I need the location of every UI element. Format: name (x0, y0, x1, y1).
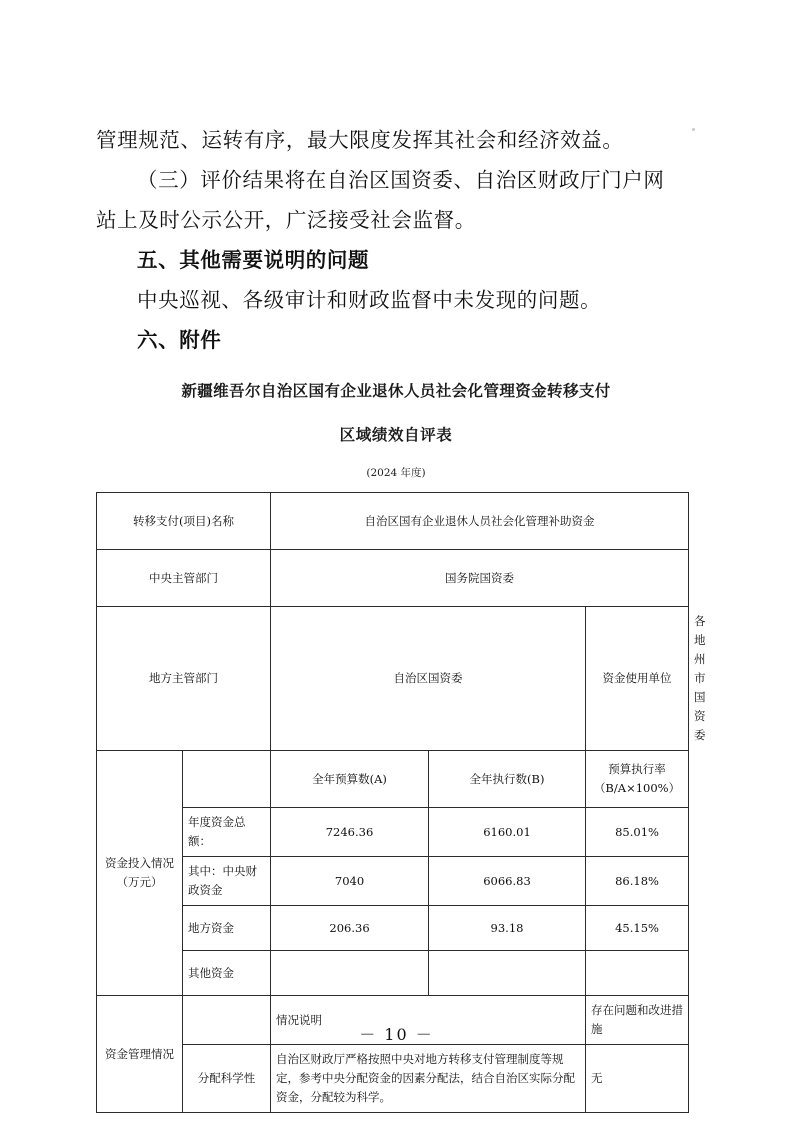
cell-transfer-payment-value: 自治区国有企业退休人员社会化管理补助资金 (271, 493, 689, 550)
cell-row-rate-2: 45.15% (586, 906, 689, 951)
attachment-subtitle: 区域绩效自评表 (339, 425, 453, 444)
cell-row-label-2: 地方资金 (183, 906, 271, 951)
paragraph-2: （三）评价结果将在自治区国资委、自治区财政厅门户网 (137, 168, 665, 192)
cell-existing-problems-label: 存在问题和改进措施 (586, 996, 689, 1045)
heading-section-six: 六、附件 (137, 328, 222, 352)
table-row (97, 550, 689, 607)
cell-fund-unit-label: 资金使用单位 (586, 607, 689, 751)
table-row: 地方主管部门 自治区国资委 资金使用单位 各地州市国资委 (97, 607, 689, 751)
cell-fund-manage-label: 资金管理情况 (97, 996, 183, 1113)
cell-transfer-payment-label: 转移支付(项目)名称 (97, 493, 271, 550)
table-row (97, 808, 689, 857)
cell-row-label-3: 其他资金 (183, 951, 271, 996)
cell-central-dept-label: 中央主管部门 (97, 550, 271, 607)
cell-row-actual-0: 6160.01 (429, 808, 586, 857)
table-row (97, 1045, 689, 1113)
cell-local-dept-value: 自治区国资委 (271, 607, 586, 751)
attachment-year: (2024 年度) (366, 467, 426, 479)
cell-blank-corner (183, 751, 271, 808)
cell-central-dept-value: 国务院国资委 (271, 550, 689, 607)
cell-row-actual-3 (429, 951, 586, 996)
cell-row-budget-2: 206.36 (271, 906, 429, 951)
cell-row-rate-3 (586, 951, 689, 996)
cell-local-dept-label: 地方主管部门 (97, 607, 271, 751)
cell-situation-note-label: 情况说明 (271, 996, 586, 1045)
paragraph-section-five: 中央巡视、各级审计和财政监督中未发现的问题。 (137, 288, 602, 312)
table-row (97, 857, 689, 906)
cell-row-rate-1: 86.18% (586, 857, 689, 906)
cell-row-budget-3 (271, 951, 429, 996)
document-body (96, 120, 706, 1113)
table-row (97, 906, 689, 951)
cell-row-budget-1: 7040 (271, 857, 429, 906)
cell-row-actual-1: 6066.83 (429, 857, 586, 906)
cell-row-rate-0: 85.01% (586, 808, 689, 857)
cell-fund-input-label: 资金投入情况（万元） (97, 751, 183, 996)
cell-col-rate: 预算执行率（B/A×100%） (586, 751, 689, 808)
table-row (97, 951, 689, 996)
table-row (97, 751, 689, 808)
paragraph-3: 站上及时公示公开，广泛接受社会监督。 (96, 208, 476, 232)
performance-self-evaluation-table (96, 492, 706, 1113)
cell-row-actual-2: 93.18 (429, 906, 586, 951)
cell-row-label-1: 其中：中央财政资金 (183, 857, 271, 906)
cell-row-budget-0: 7246.36 (271, 808, 429, 857)
table-row (97, 493, 689, 550)
attachment-title: 新疆维吾尔自治区国有企业退休人员社会化管理资金转移支付 (181, 381, 611, 400)
cell-col-budget: 全年预算数(A) (271, 751, 429, 808)
page-number: － 10 － (359, 1025, 434, 1044)
cell-allocation-science-text: 自治区财政厅严格按照中央对地方转移支付管理制度等规定，参考中央分配资金的因素分配法，结合自治区实际分配资金，分配较为科学。 (271, 1045, 586, 1113)
cell-row-label-0: 年度资金总额： (183, 808, 271, 857)
cell-col-actual: 全年执行数(B) (429, 751, 586, 808)
heading-section-five: 五、其他需要说明的问题 (137, 248, 370, 272)
paragraph-1: 管理规范、运转有序，最大限度发挥其社会和经济效益。 (96, 128, 624, 152)
cell-allocation-science-label: 分配科学性 (183, 1045, 271, 1113)
cell-problems-value: 无 (586, 1045, 689, 1113)
